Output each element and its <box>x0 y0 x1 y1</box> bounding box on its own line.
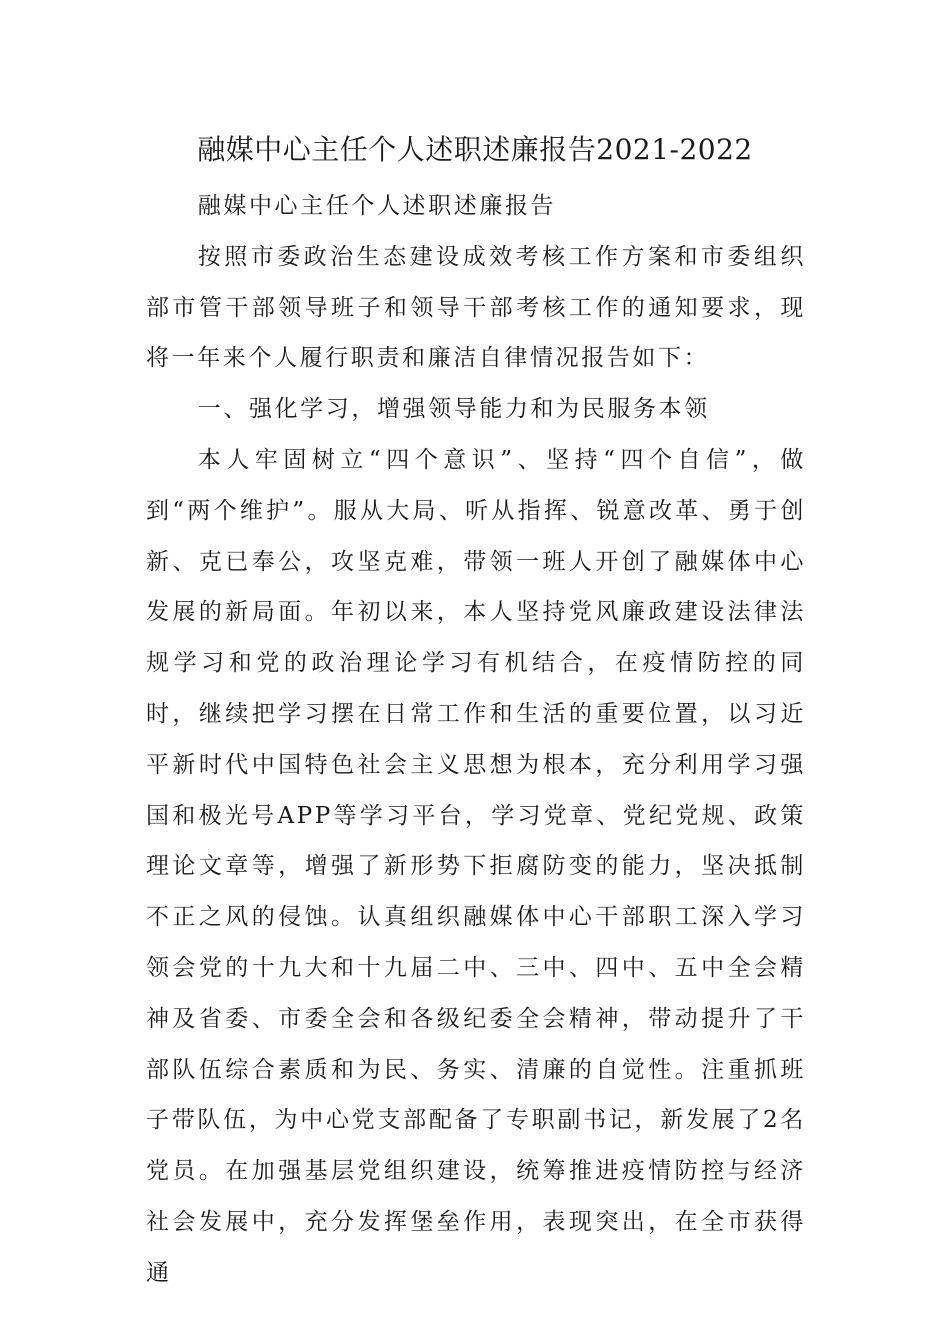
paragraph-body: 本人牢固树立“四个意识”、坚持“四个自信”，做到“两个维护”。服从大局、听从指挥、锐意改革、勇于创新、克已奉公，攻坚克难，带领一班人开创了融媒体中心发展的新局面。年初以来，本人坚持党风廉政建设法律法规学习和党的政治理论学习有机结合，在疫情防控的同时，继续把学习摆在日常工作和生活的重要位置，以习近平新时代中国特色社会主义思想为根本，充分利用学习强国和极光号APP等学习平台，学习党章、党纪党规、政策理论文章等，增强了新形势下拒腐防变的能力，坚决抵制不正之风的侵蚀。认真组织融媒体中心干部职工深入学习领会党的十九大和十九届二中、三中、四中、五中全会精神及省委、市委全会和各级纪委全会精神，带动提升了干部队伍综合素质和为民、务实、清廉的自觉性。注重抓班子带队伍，为中心党支部配备了专职副书记，新发展了2名党员。在加强基层党组织建设，统筹推进疫情防控与经济社会发展中，充分发挥堡垒作用，表现突出，在全市获得通 <box>146 446 806 1286</box>
section-heading: 一、强化学习，增强领导能力和为民服务本领 <box>197 396 710 423</box>
document-title: 融媒中心主任个人述职述廉报告2021-2022 <box>197 133 753 166</box>
document-body <box>146 181 806 1299</box>
paragraph-intro: 按照市委政治生态建设成效考核工作方案和市委组织部市管干部领导班子和领导干部考核工作的通知要求，现将一年来个人履行职责和廉洁自律情况报告如下： <box>146 243 806 372</box>
document-subtitle: 融媒中心主任个人述职述廉报告 <box>197 193 557 219</box>
